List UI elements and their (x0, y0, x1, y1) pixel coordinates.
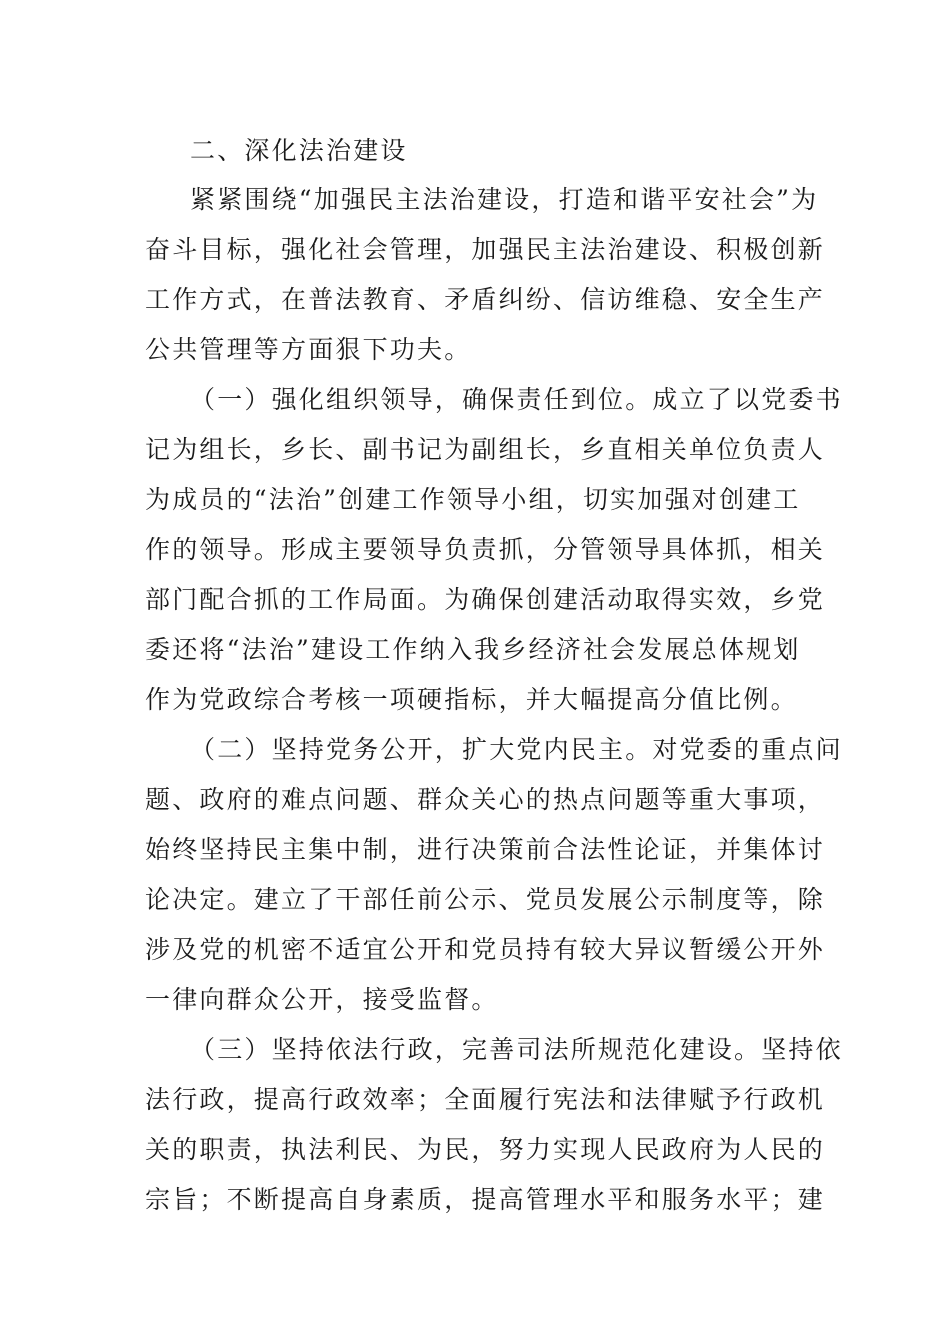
paragraph-line: 论决定。建立了干部任前公示、党员发展公示制度等，除 (145, 885, 826, 914)
paragraph-line: 为成员的“法治”创建工作领导小组，切实加强对创建工 (145, 485, 801, 514)
paragraph-line: 宗旨；不断提高自身素质，提高管理水平和服务水平；建 (145, 1185, 826, 1214)
paragraph-line: 紧紧围绕“加强民主法治建设，打造和谐平安社会”为 (190, 185, 819, 214)
paragraph-line: 一律向群众公开，接受监督。 (145, 985, 499, 1014)
paragraph-line: 部门配合抓的工作局面。为确保创建活动取得实效，乡党 (145, 585, 826, 614)
paragraph-line: （一）强化组织领导，确保责任到位。成立了以党委书 (190, 385, 843, 414)
paragraph-line: （二）坚持党务公开，扩大党内民主。对党委的重点问 (190, 735, 843, 764)
paragraph-line: 公共管理等方面狠下功夫。 (145, 335, 472, 364)
paragraph-line: 委还将“法治”建设工作纳入我乡经济社会发展总体规划 (145, 635, 801, 664)
paragraph-line: 奋斗目标，强化社会管理，加强民主法治建设、积极创新 (145, 235, 826, 264)
section-heading: 二、深化法治建设 (190, 136, 408, 165)
paragraph-line: 记为组长，乡长、副书记为副组长，乡直相关单位负责人 (145, 435, 826, 464)
paragraph-line: 法行政，提高行政效率；全面履行宪法和法律赋予行政机 (145, 1085, 826, 1114)
paragraph-line: 作为党政综合考核一项硬指标，并大幅提高分值比例。 (145, 685, 798, 714)
paragraph-line: 关的职责，执法利民、为民，努力实现人民政府为人民的 (145, 1135, 826, 1164)
paragraph-line: 涉及党的机密不适宜公开和党员持有较大异议暂缓公开外 (145, 935, 826, 964)
paragraph-line: 工作方式，在普法教育、矛盾纠纷、信访维稳、安全生产 (145, 285, 826, 314)
paragraph-line: （三）坚持依法行政，完善司法所规范化建设。坚持依 (190, 1035, 843, 1064)
paragraph-line: 始终坚持民主集中制，进行决策前合法性论证，并集体讨 (145, 835, 826, 864)
paragraph-line: 题、政府的难点问题、群众关心的热点问题等重大事项， (145, 785, 826, 814)
paragraph-line: 作的领导。形成主要领导负责抓，分管领导具体抓，相关 (145, 535, 826, 564)
